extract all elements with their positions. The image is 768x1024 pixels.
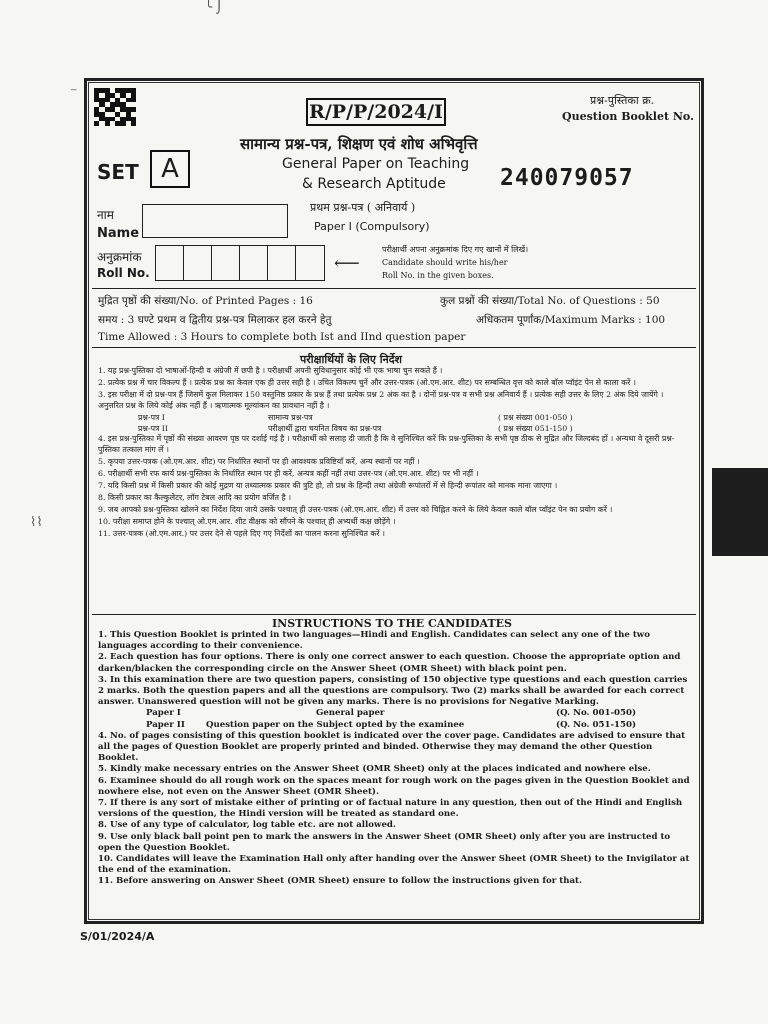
divider xyxy=(92,288,696,289)
instruction-item: 5. कृपया उत्तर-पत्रक (ओ.एम.आर. शीट) पर निर्धारित स्थानों पर ही आवश्यक प्रविष्टियाँ करें, अन्य स्थानों पर नहीं । xyxy=(98,457,420,467)
paper-cell: प्रश्न-पत्र II xyxy=(138,423,168,433)
paper-table-row xyxy=(98,413,690,424)
arrow-left-icon: ⟵ xyxy=(334,253,360,274)
name-field[interactable] xyxy=(142,204,288,238)
booklet-label-hindi: प्रश्न-पुस्तिका क्र. xyxy=(590,94,655,107)
instruction-item: 9. जब आपको प्रश्न-पुस्तिका खोलने का निर्देश दिया जाये उसके पश्चात् ही उत्तर-पत्रक (ओ.एम.आर. शीट) में उत्तर को चिह्नित करने के लिये केवल काले बॉल प्वॉइंट पेन का प्रयोग करें । xyxy=(98,504,613,514)
paper-cell: Question paper on the Subject opted by the examinee xyxy=(206,719,465,730)
instruction-item: 9. Use only black ball point pen to mark the answers in the Answer Sheet (OMR Sheet) only after you are instructed to open the Question Booklet. xyxy=(98,831,671,853)
candidate-note-line-2: Roll No. in the given boxes. xyxy=(382,271,494,280)
instruction-item: 8. Use of any type of calculator, log table etc. are not allowed. xyxy=(98,820,396,831)
maximum-marks: अधिकतम पूर्णांक/Maximum Marks : 100 xyxy=(476,314,666,326)
instructions-title: INSTRUCTIONS TO THE CANDIDATES xyxy=(272,617,512,630)
paper-table-row xyxy=(98,720,690,731)
divider xyxy=(92,614,696,615)
paper-cell: परीक्षार्थी द्वारा चयनित विषय का प्रश्न-पत्र xyxy=(268,423,382,433)
title-line-1: General Paper on Teaching xyxy=(282,156,470,172)
candidate-note-line-1: Candidate should write his/her xyxy=(382,258,508,267)
roll-digit-box[interactable] xyxy=(212,246,240,280)
instruction-item: 1. This Question Booklet is printed in two languages—Hindi and English. Candidates can select any one of the two languages according to their convenience. xyxy=(98,630,650,652)
instruction-item: 11. Before answering on Answer Sheet (OMR Sheet) ensure to follow the instructions given for that. xyxy=(98,876,583,887)
paper-cell: ( प्रश्न संख्या 001-050 ) xyxy=(498,412,573,422)
roll-label-hindi: अनुक्रमांक xyxy=(97,250,142,264)
candidate-note-hindi: परीक्षार्थी अपना अनुक्रमांक दिए गए खानों में लिखें। xyxy=(382,245,529,254)
paper-cell: Paper I xyxy=(146,708,181,719)
paper-cell: Paper II xyxy=(146,719,185,730)
footer-code: S/01/2024/A xyxy=(80,930,155,943)
paper-label-hindi: प्रथम प्रश्न-पत्र ( अनिवार्य ) xyxy=(310,201,416,214)
paper-cell: ( प्रश्न संख्या 051-150 ) xyxy=(498,423,573,433)
instructions-title-hindi: परीक्षार्थियों के लिए निर्देश xyxy=(300,353,403,366)
name-label-hindi: नाम xyxy=(97,208,114,222)
instruction-item: 4. No. of pages consisting of this question booklet is indicated over the cover page. Candidates are advised to ensure that all the pages of Question Booklet are properly printed and binded. Otherwise they may demand the other Question Booklet. xyxy=(98,730,686,764)
roll-number-boxes[interactable] xyxy=(155,245,325,281)
edge-shadow xyxy=(712,468,768,556)
time-hindi: समय : 3 घण्टे प्रथम व द्वितीय प्रश्न-पत्र मिलाकर हल करने हेतु xyxy=(98,314,332,326)
instructions-english xyxy=(98,630,690,888)
paper-cell: सामान्य प्रश्न-पत्र xyxy=(268,412,313,422)
instruction-item: 6. परीक्षार्थी सभी रफ कार्य प्रश्न-पुस्तिका के निर्धारित स्थान पर ही करें, अन्यत्र कहीं नहीं तथा उत्तर-पत्र (ओ.एम.आर. शीट) पर भी नहीं । xyxy=(98,469,479,479)
roll-digit-box[interactable] xyxy=(156,246,184,280)
instruction-item: 10. Candidates will leave the Examination Hall only after handing over the Answer Sheet (OMR Sheet) to the Invigilator at the end of the examination. xyxy=(98,854,690,876)
roll-label: Roll No. xyxy=(97,266,150,280)
instruction-item: 7. If there is any sort of mistake either of printing or of factual nature in any question, then out of the Hindi and English versions of the question, the Hindi version will be treated as standard one. xyxy=(98,798,683,820)
booklet-number: 240079057 xyxy=(500,165,634,191)
paper-table-row xyxy=(98,424,690,435)
instruction-item: 4. इस प्रश्न-पुस्तिका में पृष्ठों की संख्या आवरण पृष्ठ पर दर्शाई गई है । परीक्षार्थी को सलाह दी जाती है कि वे सुनिश्चित करें कि प्रश्न-पुस्तिका के सभी पृष्ठ ठीक से मुद्रित और जिल्दबंद हों । अन्यथा वे दूसरी प्रश्न-पुस्तिका तत्काल मांग लें । xyxy=(98,434,675,455)
roll-digit-box[interactable] xyxy=(184,246,212,280)
instruction-item: 1. यह प्रश्न-पुस्तिका दो भाषाओं-हिन्दी व अंग्रेजी में छपी है । परीक्षार्थी अपनी सुविधानुसार कोई भी एक भाषा चुन सकते हैं । xyxy=(98,366,443,375)
roll-digit-box[interactable] xyxy=(240,246,268,280)
roll-digit-box[interactable] xyxy=(296,246,324,280)
instruction-item: 3. इस परीक्षा में दो प्रश्न-पत्र हैं जिसमें कुल मिलाकर 150 वस्तुनिष्ठ प्रकार के प्रश्न हैं तथा प्रत्येक प्रश्न 2 अंक का है । दोनों प्रश्न-पत्र व सभी प्रश्न अनिवार्य हैं । प्रत्येक सही उत्तर के लिए 2 अंक दिये जायेंगे । अनुत्तरित प्रश्न के लिये कोई अंक नहीं हैं । ऋणात्मक मूल्यांकन का प्रावधान नहीं है । xyxy=(98,389,664,410)
pen-mark: ⁻ xyxy=(70,85,78,101)
paper-code: R/P/P/2024/I xyxy=(306,98,446,126)
paper-cell: प्रश्न-पत्र I xyxy=(138,412,165,422)
instruction-item: 7. यदि किसी प्रश्न में किसी प्रकार की कोई मुद्रण या तथ्यात्मक प्रकार की त्रुटि हो, तो प्रश्न के हिन्दी तथा अंग्रेजी रूपांतरों में से हिन्दी रूपांतर को मानक माना जाएगा । xyxy=(98,481,558,491)
time-allowed: Time Allowed : 3 Hours to complete both Ist and IInd question paper xyxy=(98,331,466,343)
printed-pages: मुद्रित पृष्ठों की संख्या/No. of Printed Pages : 16 xyxy=(98,295,313,307)
instructions-hindi xyxy=(98,366,690,541)
paper-cell: (Q. No. 051-150) xyxy=(556,719,637,730)
instruction-item: 11. उत्तर-पत्रक (ओ.एम.आर.) पर उत्तर देने से पहले दिए गए निर्देशों का पालन करना सुनिश्चित करें । xyxy=(98,528,385,538)
paper-cell: General paper xyxy=(316,708,385,719)
total-questions: कुल प्रश्नों की संख्या/Total No. of Questions : 50 xyxy=(440,295,660,307)
qr-code-icon xyxy=(94,88,136,126)
set-label: SET xyxy=(97,160,139,184)
instruction-item: 8. किसी प्रकार का कैल्कुलेटर, लॉग टेबल आदि का प्रयोग वर्जित है । xyxy=(98,492,292,502)
instruction-item: 2. Each question has four options. There is only one correct answer to each question. Choose the appropriate option and darken/blacken the corresponding circle on the Answer Sheet (OMR Sheet) with black point pen. xyxy=(98,652,681,674)
paper-label: Paper I (Compulsory) xyxy=(314,220,430,233)
pen-mark: ⌇⌇ xyxy=(30,515,43,530)
booklet-label: Question Booklet No. xyxy=(562,110,694,123)
title-hindi: सामान्य प्रश्न-पत्र, शिक्षण एवं शोध अभिवृत्ति xyxy=(240,135,478,153)
paper-table-row xyxy=(98,708,690,719)
instruction-item: 10. परीक्षा समाप्त होने के पश्चात् ओ.एम.आर. शीट वीक्षक को सौंपने के पश्चात् ही अभ्यर्थी कक्ष छोड़ेंगे । xyxy=(98,516,396,526)
divider xyxy=(92,347,696,348)
instruction-item: 5. Kindly make necessary entries on the Answer Sheet (OMR Sheet) only at the places indicated and nowhere else. xyxy=(98,764,651,775)
instruction-item: 6. Examinee should do all rough work on the spaces meant for rough work on the pages given in the Question Booklet and nowhere else, not even on the Answer Sheet (OMR Sheet). xyxy=(98,775,690,797)
title-line-2: & Research Aptitude xyxy=(302,176,446,192)
pen-mark: ╰ ⌡ xyxy=(205,0,223,14)
instruction-item: 2. प्रत्येक प्रश्न में चार विकल्प हैं । प्रत्येक प्रश्न का केवल एक ही उत्तर सही है । उचित विकल्प चुनें और उत्तर-पत्रक (ओ.एम.आर. शीट) पर सम्बन्धित वृत्त को काले बॉल प्वॉइंट पेन से काला करें । xyxy=(98,377,636,387)
roll-digit-box[interactable] xyxy=(268,246,296,280)
set-value: A xyxy=(150,150,190,188)
instruction-item: 3. In this examination there are two question papers, consisting of 150 objective type questions and each question carries 2 marks. Both the question papers and all the questions are compulsory. Two (2) marks shall be awarded for each correct answer. Unanswered question will not be given any marks. There is no provisions for Negative Marking. xyxy=(98,674,688,708)
paper-cell: (Q. No. 001-050) xyxy=(556,708,637,719)
name-label: Name xyxy=(97,226,140,241)
